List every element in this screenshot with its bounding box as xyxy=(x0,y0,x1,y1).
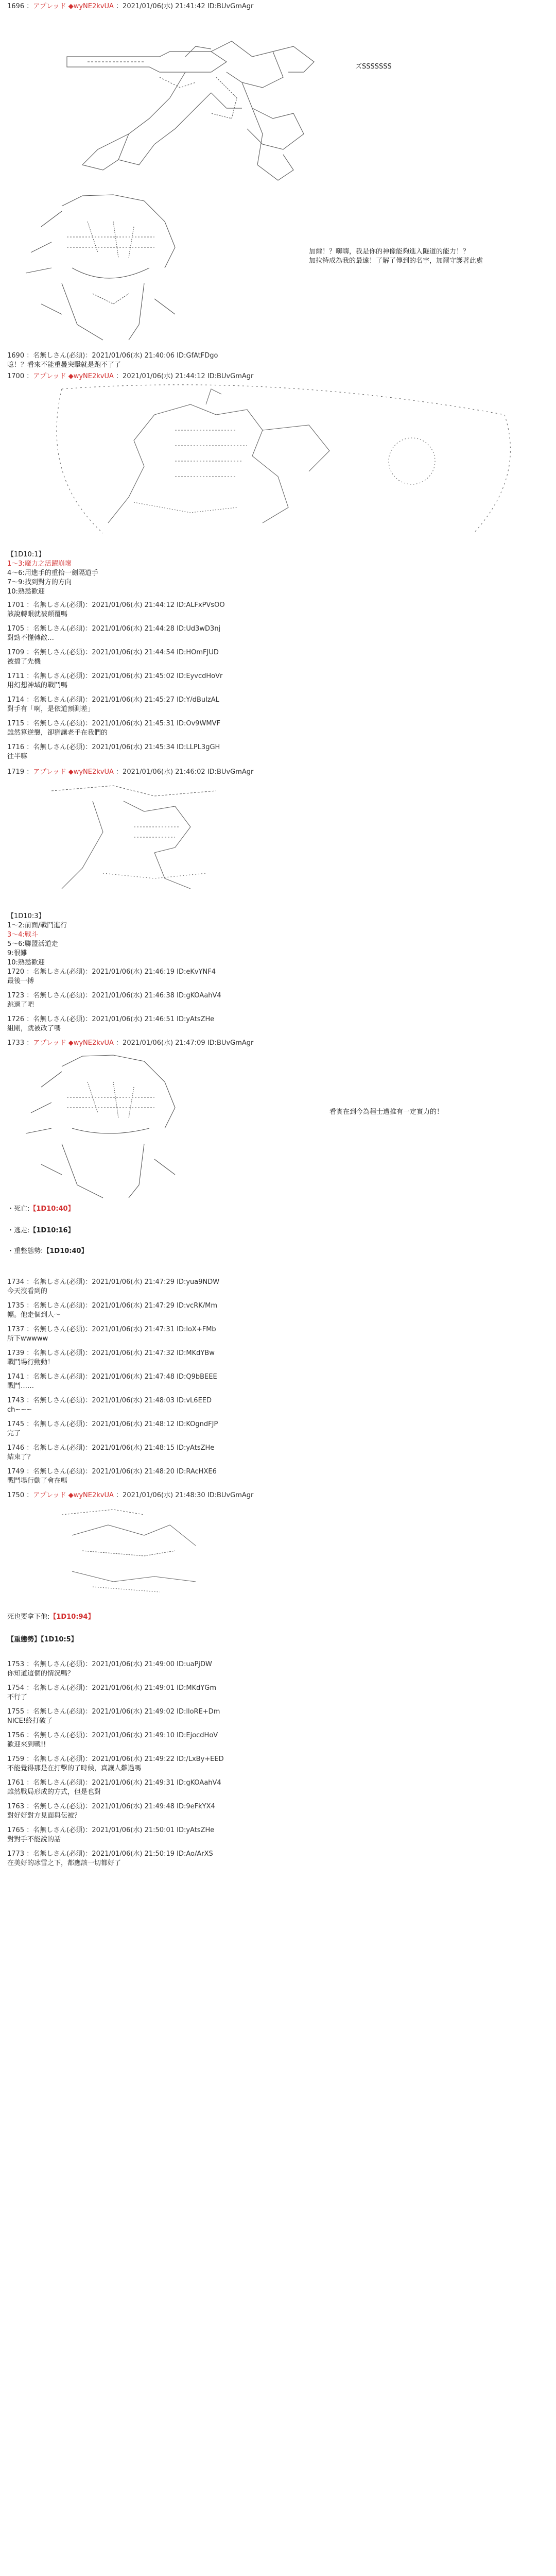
post-number: 1720 xyxy=(7,968,25,976)
results-block xyxy=(7,1613,548,1622)
post-id[interactable]: ID:KOgndFJP xyxy=(177,1420,218,1428)
post: 1705 ：名無しさん(必須)：2021/01/06(水) 21:44:28 ID:Ud3wD3nj 對勁不懂轉敵… xyxy=(7,624,548,643)
post-body: 該說轉眼就被顛覆嗎 xyxy=(7,611,68,618)
post-date: 2021/01/06(水) 21:50:01 xyxy=(92,1826,175,1834)
result-line: ・重整態勢:【1D10:40】 xyxy=(7,1247,88,1255)
post-number: 1715 xyxy=(7,720,25,727)
poster-name: 名無しさん(必須) xyxy=(33,601,85,609)
post: 1749 ：名無しさん(必須)：2021/01/06(水) 21:48:20 ID:RAcHXE6 戰鬥場行動了會在嗎 xyxy=(7,1467,548,1486)
post-id[interactable]: ID:eKvYNF4 xyxy=(177,968,216,976)
post-number: 1714 xyxy=(7,696,25,704)
post-id[interactable]: ID:yAtsZHe xyxy=(177,1015,215,1023)
post-body: 不行了 xyxy=(7,1693,28,1701)
mech-fall-ascii-art xyxy=(41,1504,227,1604)
post-body: 在美好的冰雪之下，都應該一切都好了 xyxy=(7,1859,121,1867)
poster-name: 名無しさん(必須) xyxy=(33,1468,85,1476)
poster-name[interactable]: アプレッド xyxy=(33,1039,66,1047)
results-block xyxy=(7,1247,548,1256)
post-id[interactable]: ID:Ao/ArXS xyxy=(177,1850,213,1858)
roll-option: 4～6:用進手的重拾一劍隔道手 xyxy=(7,569,98,577)
post-number: 1711 xyxy=(7,672,25,680)
post-id[interactable]: ID:yua9NDW xyxy=(177,1278,220,1286)
post-body: 完了 xyxy=(7,1430,21,1437)
poster-name: 名無しさん(必須) xyxy=(33,992,85,999)
post: 1745 ：名無しさん(必須)：2021/01/06(水) 21:48:12 ID:KOgndFJP 完了 xyxy=(7,1420,548,1438)
post-number: 1739 xyxy=(7,1349,25,1357)
post-date: 2021/01/06(水) 21:44:12 xyxy=(92,601,175,609)
post-number: 1761 xyxy=(7,1779,25,1787)
post-number: 1719 xyxy=(7,768,25,776)
poster-name: 名無しさん(必須) xyxy=(33,1684,85,1692)
post-id[interactable]: ID:9eFkYX4 xyxy=(177,1803,215,1810)
post-number: 1723 xyxy=(7,992,25,999)
poster-name: 名無しさん(必須) xyxy=(33,1302,85,1310)
post-number: 1734 xyxy=(7,1278,25,1286)
post-number: 1749 xyxy=(7,1468,25,1476)
results-block xyxy=(7,1635,548,1645)
post-id[interactable]: ID:loX+FMb xyxy=(177,1326,216,1333)
post: 1741 ：名無しさん(必須)：2021/01/06(水) 21:47:48 ID:Q9bBEEE 戰鬥…… xyxy=(7,1372,548,1391)
post-id[interactable]: ID:HOmFJUD xyxy=(177,649,219,656)
post: 1701 ：名無しさん(必須)：2021/01/06(水) 21:44:12 ID:ALFxPVsOO 該說轉眼就被顛覆嗎 xyxy=(7,601,548,619)
poster-trip: ◆wyNE2kvUA xyxy=(68,1039,114,1047)
post-body: 歡迎來到戰!! xyxy=(7,1741,46,1749)
post-body: 對手有「啊，是依道預測差」 xyxy=(7,705,95,713)
poster-name: 名無しさん(必須) xyxy=(33,720,85,727)
post-body: 用幻想神域的戰鬥嗎 xyxy=(7,682,68,689)
post-number: 1759 xyxy=(7,1755,25,1763)
post-id[interactable]: ID:GfAtFDgo xyxy=(177,352,218,360)
post-body: ch~~~ xyxy=(7,1406,32,1414)
post-number: 1743 xyxy=(7,1397,25,1404)
post-number: 1765 xyxy=(7,1826,25,1834)
roll-option: 10:熟悉歡迎 xyxy=(7,588,45,596)
poster-name[interactable]: アプレッド xyxy=(33,3,66,10)
post-id[interactable]: ID:Y/dBuIzAL xyxy=(177,696,219,704)
post-id[interactable]: ID:RAcHXE6 xyxy=(177,1468,217,1476)
post-date: 2021/01/06(水) 21:48:30 xyxy=(123,1492,205,1499)
post-id[interactable]: ID:BUvGmAgr xyxy=(207,768,254,776)
post: 1759 ：名無しさん(必須)：2021/01/06(水) 21:49:22 ID:/LxBy+EED 不能覺得那是在打擊的了時候，真讓人難過嗎 xyxy=(7,1755,548,1773)
battle-scene-drawing xyxy=(21,384,525,538)
character-drawing-2 xyxy=(10,1051,196,1200)
post-id[interactable]: ID:MKdYGm xyxy=(177,1684,217,1692)
post-id[interactable]: ID:gKOAahV4 xyxy=(177,992,221,999)
post-number: 1756 xyxy=(7,1732,25,1739)
post: 1726 ：名無しさん(必須)：2021/01/06(水) 21:46:51 ID:yAtsZHe 組剛，就被改了嗎 xyxy=(7,1015,548,1033)
result-value: 【1D10:16】 xyxy=(29,1227,75,1234)
post-id[interactable]: ID:vcRK/Mm xyxy=(177,1302,218,1310)
post-id[interactable]: ID:BUvGmAgr xyxy=(207,3,254,10)
post: 1716 ：名無しさん(必須)：2021/01/06(水) 21:45:34 ID:LLPL3gGH 往半嘛 xyxy=(7,743,548,761)
post-body: NICE!終打破了 xyxy=(7,1717,53,1725)
battle-scene-ascii-art xyxy=(21,384,525,540)
post-body: 對對手不能說的話 xyxy=(7,1836,61,1843)
post-id[interactable]: ID:Ov9WMVF xyxy=(177,720,221,727)
post-date: 2021/01/06(水) 21:47:32 xyxy=(92,1349,175,1357)
post: 1773 ：名無しさん(必須)：2021/01/06(水) 21:50:19 ID:Ao/ArXS 在美好的冰雪之下，都應該一切都好了 xyxy=(7,1850,548,1868)
post-number: 1733 xyxy=(7,1039,25,1047)
post-body: 你知道這個的情況嗎？ xyxy=(7,1670,75,1677)
post-date: 2021/01/06(水) 21:47:48 xyxy=(92,1373,175,1381)
poster-name: 名無しさん(必須) xyxy=(33,1779,85,1787)
post-body: 今天沒看到的 xyxy=(7,1287,48,1295)
post: 1735 ：名無しさん(必須)：2021/01/06(水) 21:47:29 ID:vcRK/Mm 幅。他走個到人～ xyxy=(7,1301,548,1320)
post: 1755 ：名無しさん(必須)：2021/01/06(水) 21:49:02 ID:lloRE+Dm NICE!終打破了 xyxy=(7,1707,548,1726)
poster-name: 名無しさん(必須) xyxy=(33,672,85,680)
post-date: 2021/01/06(水) 21:45:27 xyxy=(92,696,175,704)
poster-name: 名無しさん(必須) xyxy=(33,1278,85,1286)
post-header: 1719 ：アプレッド ◆wyNE2kvUA ：2021/01/06(水) 21:46:02 ID:BUvGmAgr xyxy=(7,768,254,776)
post xyxy=(7,1039,548,1048)
post-body: 幅。他走個到人～ xyxy=(7,1311,61,1319)
poster-name[interactable]: アプレッド xyxy=(33,1492,66,1499)
post-body: 噫！？看來不能重疊突擊就是跑不了了 xyxy=(7,361,121,369)
post-date: 2021/01/06(水) 21:48:03 xyxy=(92,1397,175,1404)
post-number: 1737 xyxy=(7,1326,25,1333)
post: 1754 ：名無しさん(必須)：2021/01/06(水) 21:49:01 ID:MKdYGm 不行了 xyxy=(7,1684,548,1702)
post: 1739 ：名無しさん(必須)：2021/01/06(水) 21:47:32 ID:MKdYBw 戰鬥場行動動！ xyxy=(7,1349,548,1367)
poster-name: 名無しさん(必須) xyxy=(33,649,85,656)
post: 1709 ：名無しさん(必須)：2021/01/06(水) 21:44:54 ID:HOmFJUD 被擋了先機 xyxy=(7,648,548,667)
post-id[interactable]: ID:vL6EED xyxy=(177,1397,212,1404)
post-date: 2021/01/06(水) 21:40:06 xyxy=(92,352,175,360)
post: 1746 ：名無しさん(必須)：2021/01/06(水) 21:48:15 ID:yAtsZHe 結束了？ xyxy=(7,1444,548,1462)
post-date: 2021/01/06(水) 21:47:31 xyxy=(92,1326,175,1333)
mecha-ascii-art xyxy=(57,31,345,188)
roll-header: 【1D10:1】 xyxy=(7,551,45,558)
post xyxy=(7,351,548,370)
roll-option-highlighted: 3～4:戰斗 xyxy=(7,931,38,939)
post-date: 2021/01/06(水) 21:41:42 xyxy=(123,3,205,10)
post-body: 不能覺得那是在打擊的了時候，真讓人難過嗎 xyxy=(7,1765,142,1772)
post-id[interactable]: ID:gKOAahV4 xyxy=(177,1779,221,1787)
post-header: 1733 ：アプレッド ◆wyNE2kvUA ：2021/01/06(水) 21:47:09 ID:BUvGmAgr xyxy=(7,1039,254,1047)
post: 1765 ：名無しさん(必須)：2021/01/06(水) 21:50:01 ID:yAtsZHe 對對手不能說的話 xyxy=(7,1826,548,1844)
result-value: 【1D10:40】 xyxy=(43,1247,88,1255)
post-date: 2021/01/06(水) 21:44:54 xyxy=(92,649,175,656)
post-date: 2021/01/06(水) 21:49:22 xyxy=(92,1755,175,1763)
result-line: 【重態勢】【1D10:5】 xyxy=(7,1636,78,1643)
poster-name: 名無しさん(必須) xyxy=(33,1660,85,1668)
post-body: 被擋了先機 xyxy=(7,658,41,666)
post-id[interactable]: ID:EyvcdHoVr xyxy=(177,672,223,680)
result-line: ・死亡:【1D10:40】 xyxy=(7,1205,75,1213)
roll-option: 9:很難 xyxy=(7,950,27,957)
post-id[interactable]: ID:BUvGmAgr xyxy=(207,1039,254,1047)
post: 1763 ：名無しさん(必須)：2021/01/06(水) 21:49:48 ID:9eFkYX4 對好好對方見面與伝被？ xyxy=(7,1802,548,1821)
poster-name: 名無しさん(必須) xyxy=(33,743,85,751)
post-body: 最後一搏 xyxy=(7,977,34,985)
post-id[interactable]: ID:ALFxPVsOO xyxy=(177,601,225,609)
post: 1715 ：名無しさん(必須)：2021/01/06(水) 21:45:31 ID:Ov9WMVF 雖然算逆襲，卻猶讓老手在我們的 xyxy=(7,719,548,738)
post-id[interactable]: ID:LLPL3gGH xyxy=(177,743,220,751)
post-body: 所下wwwww xyxy=(7,1335,48,1343)
poster-name: 名無しさん(必須) xyxy=(33,1015,85,1023)
roll-option: 5～6:聯盟活道走 xyxy=(7,940,58,948)
post-date: 2021/01/06(水) 21:44:28 xyxy=(92,625,175,633)
post-date: 2021/01/06(水) 21:47:29 xyxy=(92,1278,175,1286)
mecha-drawing xyxy=(57,31,345,185)
post-id[interactable]: ID:Ud3wD3nj xyxy=(177,625,221,633)
post-id[interactable]: ID:uaPjDW xyxy=(177,1660,212,1668)
post-header: 1696 ：アプレッド ◆wyNE2kvUA ：2021/01/06(水) 21:41:42 ID:BUvGmAgr xyxy=(7,3,254,10)
post: 1743 ：名無しさん(必須)：2021/01/06(水) 21:48:03 ID:vL6EED ch~~~ xyxy=(7,1396,548,1415)
poster-name: 名無しさん(必須) xyxy=(33,1732,85,1739)
post-date: 2021/01/06(水) 21:47:29 xyxy=(92,1302,175,1310)
post-date: 2021/01/06(水) 21:49:10 xyxy=(92,1732,175,1739)
poster-name: 名無しさん(必須) xyxy=(33,1850,85,1858)
poster-name: 名無しさん(必須) xyxy=(33,1420,85,1428)
post-date: 2021/01/06(水) 21:46:02 xyxy=(123,768,205,776)
roll-option: 1～2:前面/戰鬥進行 xyxy=(7,922,67,929)
post-date: 2021/01/06(水) 21:49:48 xyxy=(92,1803,175,1810)
poster-trip: ◆wyNE2kvUA xyxy=(68,1492,114,1499)
character-ascii-art xyxy=(10,191,196,347)
post: 1761 ：名無しさん(必須)：2021/01/06(水) 21:49:31 ID:gKOAahV4 雖然戰局形成的方式，但是也對 xyxy=(7,1778,548,1797)
post-number: 1709 xyxy=(7,649,25,656)
post-number: 1763 xyxy=(7,1803,25,1810)
result-value: 【1D10:5】 xyxy=(41,1636,78,1643)
result-line: 死也要拿下他:【1D10:94】 xyxy=(7,1613,95,1621)
mech-fall-drawing xyxy=(41,1504,227,1602)
post: 1753 ：名無しさん(必須)：2021/01/06(水) 21:49:00 ID:uaPjDW 你知道這個的情況嗎？ xyxy=(7,1660,548,1679)
character-dialog-2: 看實在到今為程士遭推有一定實力的！ xyxy=(329,1108,444,1116)
character-ascii-art-2 xyxy=(10,1051,196,1202)
post xyxy=(7,2,548,11)
results-block xyxy=(7,1205,548,1214)
post-body: 戰鬥場行動動！ xyxy=(7,1359,55,1366)
post-date: 2021/01/06(水) 21:49:01 xyxy=(92,1684,175,1692)
post-date: 2021/01/06(水) 21:45:02 xyxy=(92,672,175,680)
post-date: 2021/01/06(水) 21:47:09 xyxy=(123,1039,205,1047)
post-date: 2021/01/06(水) 21:46:38 xyxy=(92,992,175,999)
post-date: 2021/01/06(水) 21:50:19 xyxy=(92,1850,175,1858)
post-date: 2021/01/06(水) 21:48:12 xyxy=(92,1420,175,1428)
post-number: 1773 xyxy=(7,1850,25,1858)
post: 1723 ：名無しさん(必須)：2021/01/06(水) 21:46:38 ID:gKOAahV4 跳過了吧 xyxy=(7,991,548,1010)
post-number: 1716 xyxy=(7,743,25,751)
poster-name: 名無しさん(必須) xyxy=(33,1373,85,1381)
result-value: 【1D10:40】 xyxy=(29,1205,75,1213)
post-number: 1753 xyxy=(7,1660,25,1668)
poster-name[interactable]: アプレッド xyxy=(33,372,66,380)
poster-name[interactable]: アプレッド xyxy=(33,768,66,776)
post-date: 2021/01/06(水) 21:46:19 xyxy=(92,968,175,976)
roll-option-highlighted: 1～3:魔力之活躍崩壞 xyxy=(7,560,72,568)
post: 1737 ：名無しさん(必須)：2021/01/06(水) 21:47:31 ID:loX+FMb 所下wwwww xyxy=(7,1325,548,1344)
poster-name: 名無しさん(必須) xyxy=(33,1755,85,1763)
post-id[interactable]: ID:yAtsZHe xyxy=(177,1444,215,1452)
poster-name: 名無しさん(必須) xyxy=(33,1826,85,1834)
mech-attack-ascii-art xyxy=(21,781,247,901)
post-id[interactable]: ID:EjocdHoV xyxy=(177,1732,218,1739)
roll-block xyxy=(7,912,548,968)
post-header: 1750 ：アプレッド ◆wyNE2kvUA ：2021/01/06(水) 21:48:30 ID:BUvGmAgr xyxy=(7,1492,254,1499)
poster-name: 名無しさん(必須) xyxy=(33,1803,85,1810)
post-date: 2021/01/06(水) 21:44:12 xyxy=(123,372,205,380)
character-dialog: 加爾！？嗨嗨，我是你的神像能夠進入隧道的能力！？ 加拉特成為我的最遠！了解了傳到的名字，加爾守護著此處 xyxy=(309,248,483,265)
post-number: 1705 xyxy=(7,625,25,633)
post-body: 戰鬥…… xyxy=(7,1382,34,1390)
post-id[interactable]: ID:BUvGmAgr xyxy=(207,372,254,380)
post-date: 2021/01/06(水) 21:48:20 xyxy=(92,1468,175,1476)
post-body: 組剛，就被改了嗎 xyxy=(7,1025,61,1032)
post-number: 1745 xyxy=(7,1420,25,1428)
poster-name: 名無しさん(必須) xyxy=(33,1349,85,1357)
poster-name: 名無しさん(必須) xyxy=(33,696,85,704)
roll-option: 7～9:找到對方的方向 xyxy=(7,579,72,586)
post: 1714 ：名無しさん(必須)：2021/01/06(水) 21:45:27 ID:Y/dBuIzAL 對手有「啊，是依道預測差」 xyxy=(7,696,548,714)
post-body: 對勁不懂轉敵… xyxy=(7,634,55,642)
poster-name: 名無しさん(必須) xyxy=(33,1444,85,1452)
post-number: 1735 xyxy=(7,1302,25,1310)
post: 1720 ：名無しさん(必須)：2021/01/06(水) 21:46:19 ID:eKvYNF4 最後一搏 xyxy=(7,968,548,986)
poster-name: 名無しさん(必須) xyxy=(33,1397,85,1404)
post-id[interactable]: ID:/LxBy+EED xyxy=(177,1755,224,1763)
post-date: 2021/01/06(水) 21:49:02 xyxy=(92,1708,175,1716)
post-body: 戰鬥場行動了會在嗎 xyxy=(7,1477,68,1485)
post-date: 2021/01/06(水) 21:48:15 xyxy=(92,1444,175,1452)
post-number: 1754 xyxy=(7,1684,25,1692)
results-block xyxy=(7,1226,548,1235)
post-body: 雖然算逆襲，卻猶讓老手在我們的 xyxy=(7,729,108,737)
poster-name: 名無しさん(必須) xyxy=(33,1326,85,1333)
sound-effect: ズSSSSSSS xyxy=(355,63,392,71)
post-number: 1701 xyxy=(7,601,25,609)
post-number: 1746 xyxy=(7,1444,25,1452)
post-body: 跳過了吧 xyxy=(7,1001,34,1009)
post xyxy=(7,1491,548,1500)
post-id[interactable]: ID:lloRE+Dm xyxy=(177,1708,220,1716)
character-drawing xyxy=(10,191,196,345)
post: 1734 ：名無しさん(必須)：2021/01/06(水) 21:47:29 ID:yua9NDW 今天沒看到的 xyxy=(7,1278,548,1296)
roll-block xyxy=(7,550,548,597)
post-body: 結束了？ xyxy=(7,1453,34,1461)
post-header: 1690 ：名無しさん(必須)：2021/01/06(水) 21:40:06 ID:GfAtFDgo xyxy=(7,352,218,360)
post-date: 2021/01/06(水) 21:46:51 xyxy=(92,1015,175,1023)
poster-name: 名無しさん(必須) xyxy=(33,1708,85,1716)
post: 1711 ：名無しさん(必須)：2021/01/06(水) 21:45:02 ID:EyvcdHoVr 用幻想神域的戰鬥嗎 xyxy=(7,672,548,690)
roll-header: 【1D10:3】 xyxy=(7,912,45,920)
post-number: 1696 xyxy=(7,3,25,10)
post-id[interactable]: ID:BUvGmAgr xyxy=(207,1492,254,1499)
post-id[interactable]: ID:Q9bBEEE xyxy=(177,1373,217,1381)
poster-trip: ◆wyNE2kvUA xyxy=(68,3,114,10)
post-body: 對好好對方見面與伝被？ xyxy=(7,1812,81,1820)
poster-trip: ◆wyNE2kvUA xyxy=(68,372,114,380)
post-date: 2021/01/06(水) 21:45:31 xyxy=(92,720,175,727)
post-id[interactable]: ID:MKdYBw xyxy=(177,1349,215,1357)
post-number: 1700 xyxy=(7,372,25,380)
result-value: 【1D10:94】 xyxy=(49,1613,95,1621)
post-date: 2021/01/06(水) 21:45:34 xyxy=(92,743,175,751)
result-line: ・逃走:【1D10:16】 xyxy=(7,1227,75,1234)
poster-name: 名無しさん(必須) xyxy=(33,625,85,633)
post-date: 2021/01/06(水) 21:49:31 xyxy=(92,1779,175,1787)
post-body: 往半嘛 xyxy=(7,753,28,760)
post: 1756 ：名無しさん(必須)：2021/01/06(水) 21:49:10 ID:EjocdHoV 歡迎來到戰!! xyxy=(7,1731,548,1750)
post-date: 2021/01/06(水) 21:49:00 xyxy=(92,1660,175,1668)
poster-trip: ◆wyNE2kvUA xyxy=(68,768,114,776)
post xyxy=(7,768,548,777)
post-number: 1750 xyxy=(7,1492,25,1499)
post-number: 1755 xyxy=(7,1708,25,1716)
post-number: 1726 xyxy=(7,1015,25,1023)
poster-name: 名無しさん(必須) xyxy=(33,968,85,976)
post-header: 1700 ：アプレッド ◆wyNE2kvUA ：2021/01/06(水) 21:44:12 ID:BUvGmAgr xyxy=(7,372,254,380)
post xyxy=(7,372,548,381)
post-id[interactable]: ID:yAtsZHe xyxy=(177,1826,215,1834)
poster-name: 名無しさん(必須) xyxy=(33,352,85,360)
roll-option: 10:熟悉歡迎 xyxy=(7,959,45,967)
mech-attack-drawing xyxy=(21,781,247,899)
post-number: 1741 xyxy=(7,1373,25,1381)
post-body: 雖然戰局形成的方式，但是也對 xyxy=(7,1788,101,1796)
post-number: 1690 xyxy=(7,352,25,360)
